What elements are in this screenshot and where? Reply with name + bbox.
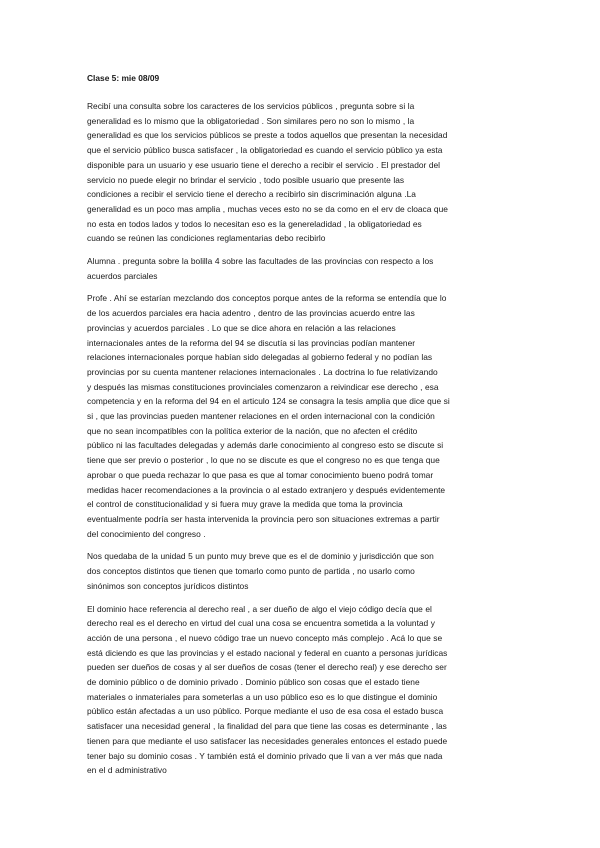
text-line: dos conceptos distintos que tienen que tomarlo como punto de partida , no usarlo como	[87, 566, 415, 577]
text-line: del conocimiento del congreso .	[87, 528, 206, 539]
paragraph	[87, 99, 517, 246]
text-line: que no sean incompatibles con la política exterior de la nación, que no afecten el crédito	[87, 425, 418, 436]
text-line: derecho real es el derecho en virtud del cual una cosa se encuentra sometida a la voluntad y	[87, 618, 435, 629]
paragraph-list	[87, 99, 517, 778]
paragraph	[87, 602, 517, 778]
text-line: competencia y en la reforma del 94 en el articulo 124 se consagra la tesis amplia que dice que si	[87, 396, 450, 407]
text-line: público ni las facultades delegadas y además darle conocimiento al congreso esto se discute si	[87, 440, 444, 451]
text-line: eventualmente podría ser hasta intervenida la provincia pero son situaciones extremas a partir	[87, 513, 440, 524]
text-line: internacionales antes de la reforma del 94 se discutía si las provincias podían mantener	[87, 337, 416, 348]
text-line: Profe . Ahí se estarían mezclando dos conceptos porque antes de la reforma se entendía que lo	[87, 293, 447, 304]
text-line: relaciones internacionales porque habían sido delegadas al gobierno federal y no podían las	[87, 352, 433, 363]
text-line: aprobar o que pueda rechazar lo que pasa es que al tomar conocimiento bueno podrá tomar	[87, 469, 434, 480]
text-line: que el servicio público busca satisfacer , la obligatoriedad es cuando el servicio público ya esta	[87, 145, 443, 156]
text-line: generalidad es un poco mas amplia , muchas veces esto no se da como en el erv de cloaca que	[87, 203, 448, 214]
class-heading: Clase 5: mie 08/09	[87, 73, 160, 83]
text-line: generalidad es lo mismo que la obligatoriedad . Son similares pero no son lo mismo , la	[87, 115, 415, 126]
text-line: tienen para que mediante el uso satisfacer las necesidades generales entonces el estado puede	[87, 735, 448, 746]
text-line: acción de una persona , el nuevo código trae un nuevo concepto más complejo . Acá lo que se	[87, 632, 443, 643]
text-line: Recibí una consulta sobre los caracteres de los servicios públicos , pregunta sobre si la	[87, 101, 415, 111]
text-line: cuando se reúnen las condiciones reglamentarias debo recibirlo	[87, 233, 326, 244]
paragraph	[87, 291, 517, 541]
document-body	[87, 72, 517, 778]
text-line: si , que las provincias pueden mantener relaciones en el orden internacional con la condición	[87, 411, 435, 422]
text-line: provincias y acuerdos parciales . Lo que se dice ahora en relación a las relaciones	[87, 322, 396, 333]
text-line: medidas hacer recomendaciones a la provincia o al estado extranjero y después evidentemente	[87, 484, 446, 495]
text-line: generalidad es que los servicios públicos se preste a todos aquellos que presentan la necesidad	[87, 130, 448, 141]
text-line: provincias por su cuenta mantener relaciones internacionales . La doctrina lo fue relativizando	[87, 366, 438, 377]
text-line: Alumna . pregunta sobre la bolilla 4 sobre las facultades de las provincias con respecto a los	[87, 256, 434, 267]
text-line: público están afectadas a un uso público. Porque mediante el uso de esa cosa el estado busca	[87, 706, 444, 717]
text-line: pueden ser dueños de cosas y al ser dueños de cosas (tener el derecho real) y ese derecho ser	[87, 662, 447, 673]
text-line: acuerdos parciales	[87, 270, 158, 281]
text-line: condiciones a recibir el servicio tiene el derecho a recibirlo sin discriminación alguna .La	[87, 189, 416, 200]
text-line: tiene que ser previo o posterior , lo que no se discute es que el congreso no es que tenga que	[87, 455, 440, 466]
text-line: servicio no puede elegir no brindar el servicio , todo posible usuario que presente las	[87, 174, 405, 185]
text-line: disponible para un usuario y ese usuario tiene el derecho a recibir el servicio . El prestador del	[87, 159, 441, 170]
text-line: y después las mismas constituciones provinciales comenzaron a reivindicar ese derecho , esa	[87, 381, 439, 392]
text-line: El dominio hace referencia al derecho real , a ser dueño de algo el viejo código decía que el	[87, 603, 432, 614]
text-line: de los acuerdos parciales era hacia adentro , dentro de las provincias acuerdo entre las	[87, 308, 415, 319]
text-line: de dominio público o de dominio privado . Dominio público son cosas que el estado tiene	[87, 677, 420, 688]
text-line: tener bajo su dominio cosas . Y también está el dominio privado que li van a ver más que nada	[87, 750, 443, 761]
text-line: satisfacer una necesidad general , la finalidad del para que tiene las cosas es determinante , las	[87, 721, 447, 732]
text-line: sinónimos son conceptos jurídicos distintos	[87, 580, 249, 591]
paragraph	[87, 549, 517, 593]
text-line: en el d administrativo	[87, 765, 167, 776]
text-line: no esta en todos lados y todos lo necesitan eso es la genereladidad , la obligatoriedad es	[87, 218, 422, 229]
text-line: está diciendo es que las provincias y el estado nacional y federal en cuanto a personas jurídicas	[87, 647, 448, 658]
text-line: Nos quedaba de la unidad 5 un punto muy breve que es el de dominio y jurisdicción que son	[87, 551, 434, 562]
text-line: el control de constitucionalidad y si fuera muy grave la medida que toma la provincia	[87, 499, 403, 510]
text-line: materiales o inmateriales para someterlas a un uso público eso es lo que distingue el dominio	[87, 691, 438, 702]
paragraph	[87, 254, 517, 283]
